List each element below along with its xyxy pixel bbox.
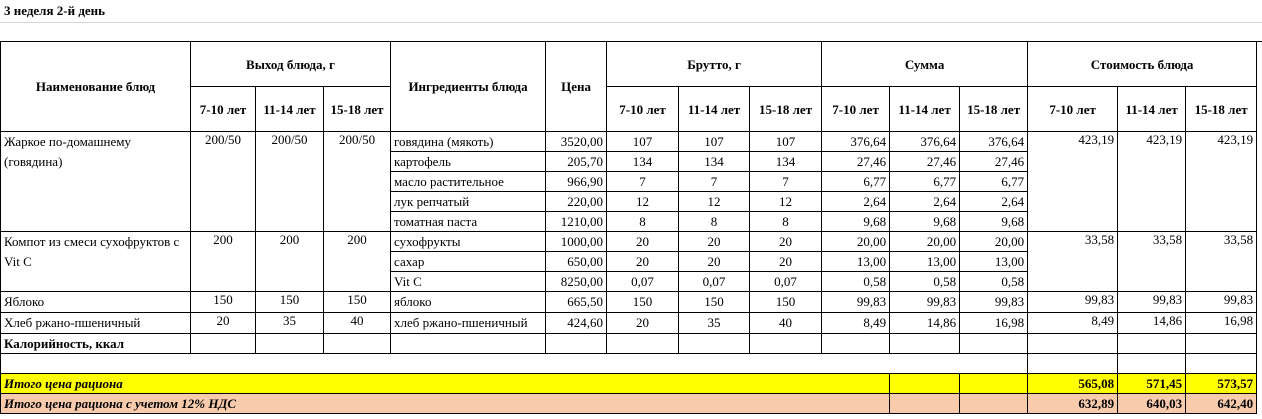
- empty-cell[interactable]: [890, 394, 960, 414]
- header-gross-age-7-10[interactable]: 7-10 лет: [607, 87, 679, 132]
- empty-cell[interactable]: [822, 334, 890, 354]
- ingredient-cell[interactable]: масло растительное: [391, 172, 546, 192]
- total-ration-row-value[interactable]: 573,57: [1186, 374, 1257, 394]
- cost-cell[interactable]: 423,19: [1028, 132, 1118, 232]
- gross-cell[interactable]: 134: [679, 152, 750, 172]
- header-yield-age-11-14[interactable]: 11-14 лет: [256, 87, 324, 132]
- gross-cell[interactable]: 107: [750, 132, 822, 152]
- table-row: [1, 232, 1257, 252]
- gross-cell[interactable]: 150: [679, 292, 750, 313]
- price-cell[interactable]: 8250,00: [546, 272, 607, 292]
- price-cell[interactable]: 966,90: [546, 172, 607, 192]
- sum-cell[interactable]: 13,00: [822, 252, 890, 272]
- yield-cell[interactable]: 150: [191, 292, 256, 313]
- ingredient-cell[interactable]: томатная паста: [391, 212, 546, 232]
- sum-cell[interactable]: 0,58: [822, 272, 890, 292]
- total-vat-row: [1, 394, 1257, 414]
- price-cell[interactable]: 1210,00: [546, 212, 607, 232]
- sum-cell[interactable]: 6,77: [960, 172, 1028, 192]
- header-yield-age-7-10[interactable]: 7-10 лет: [191, 87, 256, 132]
- cost-cell[interactable]: 33,58: [1028, 232, 1118, 292]
- header-cost-age-7-10[interactable]: 7-10 лет: [1028, 87, 1118, 132]
- cost-cell[interactable]: 423,19: [1118, 132, 1186, 232]
- ingredient-cell[interactable]: сухофрукты: [391, 232, 546, 252]
- gross-cell[interactable]: 40: [750, 313, 822, 334]
- yield-cell[interactable]: 200/50: [324, 132, 391, 232]
- header-cost[interactable]: Стоимость блюда: [1028, 42, 1257, 87]
- cost-cell[interactable]: 16,98: [1186, 313, 1257, 334]
- yield-cell[interactable]: 200: [324, 232, 391, 292]
- ingredient-cell[interactable]: яблоко: [391, 292, 546, 313]
- empty-cell[interactable]: [1028, 334, 1118, 354]
- sum-cell[interactable]: 20,00: [822, 232, 890, 252]
- gross-cell[interactable]: 20: [607, 252, 679, 272]
- gross-cell[interactable]: 0,07: [750, 272, 822, 292]
- ingredient-cell[interactable]: лук репчатый: [391, 192, 546, 212]
- blank-row: [1, 354, 1257, 374]
- empty-cell[interactable]: [960, 374, 1028, 394]
- sum-cell[interactable]: 13,00: [890, 252, 960, 272]
- sum-cell[interactable]: 14,86: [890, 313, 960, 334]
- header-ingredients[interactable]: Ингредиенты блюда: [391, 42, 546, 132]
- price-cell[interactable]: 1000,00: [546, 232, 607, 252]
- sum-cell[interactable]: 16,98: [960, 313, 1028, 334]
- header-cost-age-15-18[interactable]: 15-18 лет: [1186, 87, 1257, 132]
- price-cell[interactable]: 665,50: [546, 292, 607, 313]
- yield-cell[interactable]: 20: [191, 313, 256, 334]
- empty-cell[interactable]: [1186, 354, 1257, 374]
- empty-cell[interactable]: [1118, 354, 1186, 374]
- header-yield[interactable]: Выход блюда, г: [191, 42, 391, 87]
- sum-cell[interactable]: 99,83: [890, 292, 960, 313]
- cost-cell[interactable]: 33,58: [1186, 232, 1257, 292]
- price-cell[interactable]: 650,00: [546, 252, 607, 272]
- gross-cell[interactable]: 20: [607, 313, 679, 334]
- gross-cell[interactable]: 8: [750, 212, 822, 232]
- sum-cell[interactable]: 8,49: [822, 313, 890, 334]
- sheet-title[interactable]: 3 неделя 2-й день: [0, 0, 1262, 23]
- sum-cell[interactable]: 2,64: [822, 192, 890, 212]
- gross-cell[interactable]: 7: [679, 172, 750, 192]
- total-vat-row-label[interactable]: Итого цена рациона с учетом 12% НДС: [1, 394, 890, 414]
- gross-cell[interactable]: 0,07: [607, 272, 679, 292]
- gross-cell[interactable]: 150: [607, 292, 679, 313]
- sum-cell[interactable]: 2,64: [890, 192, 960, 212]
- gross-cell[interactable]: 20: [750, 232, 822, 252]
- sum-cell[interactable]: 13,00: [960, 252, 1028, 272]
- gross-cell[interactable]: 7: [750, 172, 822, 192]
- empty-cell[interactable]: [750, 334, 822, 354]
- dish-name-cell[interactable]: Хлеб ржано-пшеничный: [1, 313, 191, 334]
- gross-cell[interactable]: 7: [607, 172, 679, 192]
- empty-row[interactable]: [0, 23, 1262, 42]
- dish-name-cell[interactable]: Компот из смеси сухофруктов с Vit C: [1, 232, 191, 292]
- header-sum[interactable]: Сумма: [822, 42, 1028, 87]
- sum-cell[interactable]: 9,68: [960, 212, 1028, 232]
- empty-cell[interactable]: [607, 334, 679, 354]
- yield-cell[interactable]: 40: [324, 313, 391, 334]
- cost-cell[interactable]: 33,58: [1118, 232, 1186, 292]
- empty-cell[interactable]: [391, 334, 546, 354]
- header-gross-age-11-14[interactable]: 11-14 лет: [679, 87, 750, 132]
- gross-cell[interactable]: 0,07: [679, 272, 750, 292]
- cost-cell[interactable]: 99,83: [1186, 292, 1257, 313]
- sum-cell[interactable]: 6,77: [890, 172, 960, 192]
- sum-cell[interactable]: 9,68: [822, 212, 890, 232]
- table-row: [1, 313, 1257, 334]
- empty-cell[interactable]: [890, 374, 960, 394]
- empty-cell[interactable]: [256, 334, 324, 354]
- empty-cell[interactable]: [546, 334, 607, 354]
- empty-cell[interactable]: [679, 334, 750, 354]
- gross-cell[interactable]: 107: [679, 132, 750, 152]
- price-cell[interactable]: 220,00: [546, 192, 607, 212]
- header-dish-name[interactable]: Наименование блюд: [1, 42, 191, 132]
- price-cell[interactable]: 424,60: [546, 313, 607, 334]
- total-ration-row: [1, 374, 1257, 394]
- cost-cell[interactable]: 423,19: [1186, 132, 1257, 232]
- yield-cell[interactable]: 200: [256, 232, 324, 292]
- sum-cell[interactable]: 99,83: [960, 292, 1028, 313]
- empty-cell[interactable]: [960, 334, 1028, 354]
- header-yield-age-15-18[interactable]: 15-18 лет: [324, 87, 391, 132]
- header-gross-age-15-18[interactable]: 15-18 лет: [750, 87, 822, 132]
- empty-cell[interactable]: [324, 334, 391, 354]
- yield-cell[interactable]: 200/50: [256, 132, 324, 232]
- header-price[interactable]: Цена: [546, 42, 607, 132]
- empty-cell[interactable]: [960, 394, 1028, 414]
- empty-cell[interactable]: [1028, 354, 1118, 374]
- header-gross[interactable]: Брутто, г: [607, 42, 822, 87]
- gross-cell[interactable]: 107: [607, 132, 679, 152]
- dish-name-cell[interactable]: Жаркое по-домашнему (говядина): [1, 132, 191, 232]
- header-sum-age-7-10[interactable]: 7-10 лет: [822, 87, 890, 132]
- gross-cell[interactable]: 35: [679, 313, 750, 334]
- price-cell[interactable]: 205,70: [546, 152, 607, 172]
- gross-cell[interactable]: 20: [607, 232, 679, 252]
- gross-cell[interactable]: 20: [750, 252, 822, 272]
- ingredient-cell[interactable]: говядина (мякоть): [391, 132, 546, 152]
- sum-cell[interactable]: 376,64: [960, 132, 1028, 152]
- empty-cell[interactable]: [890, 334, 960, 354]
- ingredient-cell[interactable]: сахар: [391, 252, 546, 272]
- total-vat-row-value[interactable]: 642,40: [1186, 394, 1257, 414]
- empty-cell[interactable]: [1118, 334, 1186, 354]
- total-ration-row-value[interactable]: 565,08: [1028, 374, 1118, 394]
- ingredient-cell[interactable]: картофель: [391, 152, 546, 172]
- gross-cell[interactable]: 12: [607, 192, 679, 212]
- sum-cell[interactable]: 6,77: [822, 172, 890, 192]
- cost-cell[interactable]: 99,83: [1118, 292, 1186, 313]
- gross-cell[interactable]: 8: [679, 212, 750, 232]
- cost-cell[interactable]: 99,83: [1028, 292, 1118, 313]
- table-row: [1, 292, 1257, 313]
- gross-cell[interactable]: 134: [607, 152, 679, 172]
- sum-cell[interactable]: 376,64: [822, 132, 890, 152]
- price-cell[interactable]: 3520,00: [546, 132, 607, 152]
- calories-row: [1, 334, 1257, 354]
- calories-label[interactable]: Калорийность, ккал: [1, 334, 191, 354]
- table-row: [1, 132, 1257, 152]
- total-vat-row-value[interactable]: 632,89: [1028, 394, 1118, 414]
- total-ration-row-value[interactable]: 571,45: [1118, 374, 1186, 394]
- header-sum-age-11-14[interactable]: 11-14 лет: [890, 87, 960, 132]
- sum-cell[interactable]: 9,68: [890, 212, 960, 232]
- total-vat-row-value[interactable]: 640,03: [1118, 394, 1186, 414]
- cost-cell[interactable]: 8,49: [1028, 313, 1118, 334]
- sum-cell[interactable]: 20,00: [960, 232, 1028, 252]
- sum-cell[interactable]: 20,00: [890, 232, 960, 252]
- sum-cell[interactable]: 27,46: [890, 152, 960, 172]
- header-sum-age-15-18[interactable]: 15-18 лет: [960, 87, 1028, 132]
- gross-cell[interactable]: 20: [679, 232, 750, 252]
- sum-cell[interactable]: 27,46: [960, 152, 1028, 172]
- gross-cell[interactable]: 8: [607, 212, 679, 232]
- sum-cell[interactable]: 376,64: [890, 132, 960, 152]
- dish-name-cell[interactable]: Яблоко: [1, 292, 191, 313]
- sum-cell[interactable]: 27,46: [822, 152, 890, 172]
- gross-cell[interactable]: 150: [750, 292, 822, 313]
- cost-cell[interactable]: 14,86: [1118, 313, 1186, 334]
- gross-cell[interactable]: 12: [679, 192, 750, 212]
- menu-cost-table: [0, 41, 1257, 414]
- yield-cell[interactable]: 150: [324, 292, 391, 313]
- yield-cell[interactable]: 150: [256, 292, 324, 313]
- ingredient-cell[interactable]: хлеб ржано-пшеничный: [391, 313, 546, 334]
- empty-cell[interactable]: [191, 334, 256, 354]
- gross-cell[interactable]: 20: [679, 252, 750, 272]
- empty-cell[interactable]: [1, 354, 1028, 374]
- yield-cell[interactable]: 200: [191, 232, 256, 292]
- ingredient-cell[interactable]: Vit C: [391, 272, 546, 292]
- sum-cell[interactable]: 0,58: [890, 272, 960, 292]
- gross-cell[interactable]: 134: [750, 152, 822, 172]
- total-ration-row-label[interactable]: Итого цена рациона: [1, 374, 890, 394]
- yield-cell[interactable]: 200/50: [191, 132, 256, 232]
- sum-cell[interactable]: 2,64: [960, 192, 1028, 212]
- empty-cell[interactable]: [1186, 334, 1257, 354]
- gross-cell[interactable]: 12: [750, 192, 822, 212]
- sum-cell[interactable]: 99,83: [822, 292, 890, 313]
- sum-cell[interactable]: 0,58: [960, 272, 1028, 292]
- yield-cell[interactable]: 35: [256, 313, 324, 334]
- header-cost-age-11-14[interactable]: 11-14 лет: [1118, 87, 1186, 132]
